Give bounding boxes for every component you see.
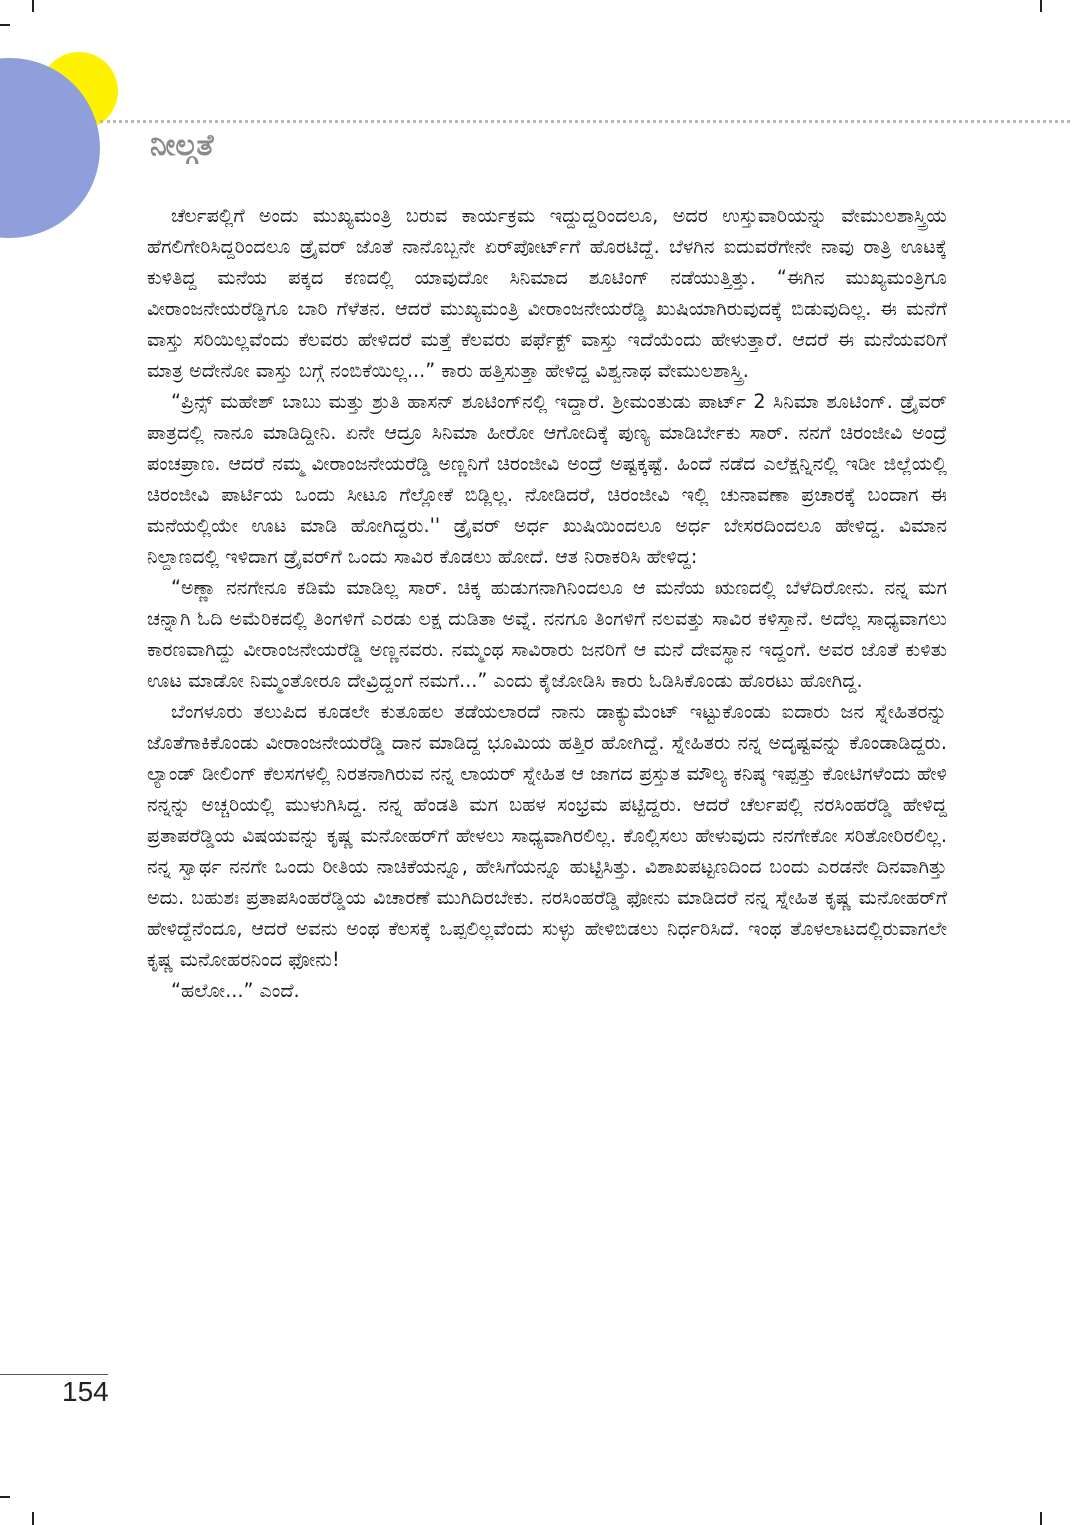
running-title: ನೀಲ್ಗತೆ — [150, 128, 214, 163]
paragraph: “ಪ್ರಿನ್ಸ್ ಮಹೇಶ್ ಬಾಬು ಮತ್ತು ಶ್ರುತಿ ಹಾಸನ್ ಶೂಟಿಂಗ್‌ನಲ್ಲಿ ಇದ್ದಾರೆ. ಶ್ರೀಮಂತುಡು ಪಾರ್ಟ್ 2 ಸಿನಿಮಾ ಶೂಟಿಂಗ್. ಡ್ರೈವರ್ ಪಾತ್ರದಲ್ಲಿ ನಾನೂ ಮಾಡಿದ್ದೀನಿ. ಏನೇ ಆದ್ರೂ ಸಿನಿಮಾ ಹೀರೋ ಆಗೋದಿಕ್ಕೆ ಪುಣ್ಯ ಮಾಡಿರ್ಬೇಕು ಸಾರ್. ನನಗೆ ಚಿರಂಜೀವಿ ಅಂದ್ರೆ ಪಂಚಪ್ರಾಣ. ಆದರೆ ನಮ್ಮ ವೀರಾಂಜನೇಯರೆಡ್ಡಿ ಅಣ್ಣನಿಗೆ ಚಿರಂಜೀವಿ ಅಂದ್ರೆ ಅಷ್ಟಕ್ಕಷ್ಟೆ. ಹಿಂದೆ ನಡೆದ ಎಲೆಕ್ಷನ್ನಿನಲ್ಲಿ ಇಡೀ ಜಿಲ್ಲೆಯಲ್ಲಿ ಚಿರಂಜೀವಿ ಪಾರ್ಟಿಯ ಒಂದು ಸೀಟೂ ಗೆಲ್ಲೋಕೆ ಬಿಡ್ಲಿಲ್ಲ. ನೋಡಿದರೆ, ಚಿರಂಜೀವಿ ಇಲ್ಲಿ ಚುನಾವಣಾ ಪ್ರಚಾರಕ್ಕೆ ಬಂದಾಗ ಈ ಮನೆಯಲ್ಲಿಯೇ ಊಟ ಮಾಡಿ ಹೋಗಿದ್ದರು.'' ಡ್ರೈವರ್ ಅರ್ಧ ಖುಷಿಯಿಂದಲೂ ಅರ್ಧ ಬೇಸರದಿಂದಲೂ ಹೇಳಿದ್ದ. ವಿಮಾನ ನಿಲ್ದಾಣದಲ್ಲಿ ಇಳಿದಾಗ ಡ್ರೈವರ್‌ಗೆ ಒಂದು ಸಾವಿರ ಕೊಡಲು ಹೋದೆ. ಆತ ನಿರಾಕರಿಸಿ ಹೇಳಿದ್ದ: — [147, 390, 947, 568]
crop-mark-bottom-left — [32, 1512, 34, 1525]
body-text — [147, 200, 947, 1006]
page-number: 154 — [62, 1376, 109, 1407]
crop-mark-top-right — [1040, 0, 1042, 12]
page-number-rule — [0, 1374, 108, 1375]
crop-mark-left-top — [0, 24, 10, 26]
paragraph: “ಹಲೋ...” ಎಂದೆ. — [171, 979, 300, 1002]
crop-mark-left-bottom — [0, 1496, 10, 1498]
header-dotted-rule — [100, 120, 1070, 123]
crop-mark-top-left — [32, 0, 34, 12]
paragraph: ಚೆರ್ಲಪಲ್ಲಿಗೆ ಅಂದು ಮುಖ್ಯಮಂತ್ರಿ ಬರುವ ಕಾರ್ಯಕ್ರಮ ಇದ್ದುದ್ದರಿಂದಲೂ, ಅದರ ಉಸ್ತುವಾರಿಯನ್ನು ವೇಮುಲಶಾಸ್ತ್ರಿಯ ಹೆಗಲಿಗೇರಿಸಿದ್ದರಿಂದಲೂ ಡ್ರೈವರ್ ಜೊತೆ ನಾನೊಬ್ಬನೇ ಏರ್‌ಪೋರ್ಟ್‌ಗೆ ಹೊರಟಿದ್ದೆ. ಬೆಳಗಿನ ಐದುವರೆಗೇನೇ ನಾವು ರಾತ್ರಿ ಊಟಕ್ಕೆ ಕುಳಿತಿದ್ದ ಮನೆಯ ಪಕ್ಕದ ಕಣದಲ್ಲಿ ಯಾವುದೋ ಸಿನಿಮಾದ ಶೂಟಿಂಗ್ ನಡೆಯುತ್ತಿತ್ತು. “ಈಗಿನ ಮುಖ್ಯಮಂತ್ರಿಗೂ ವೀರಾಂಜನೇಯರೆಡ್ಡಿಗೂ ಬಾರಿ ಗೆಳೆತನ. ಆದರೆ ಮುಖ್ಯಮಂತ್ರಿ ವೀರಾಂಜನೇಯರೆಡ್ಡಿ ಖುಷಿಯಾಗಿರುವುದಕ್ಕೆ ಬಿಡುವುದಿಲ್ಲ. ಈ ಮನೆಗೆ ವಾಸ್ತು ಸರಿಯಿಲ್ಲವೆಂದು ಕೆಲವರು ಹೇಳಿದರೆ ಮತ್ತೆ ಕೆಲವರು ಪರ್ಫೆಕ್ಟ್ ವಾಸ್ತು ಇದೆಯೆಂದು ಹೇಳುತ್ತಾರೆ. ಆದರೆ ಈ ಮನೆಯವರಿಗೆ ಮಾತ್ರ ಅದೇನೋ ವಾಸ್ತು ಬಗ್ಗೆ ನಂಬಿಕೆಯಿಲ್ಲ...” ಕಾರು ಹತ್ತಿಸುತ್ತಾ ಹೇಳಿದ್ದ ವಿಶ್ವನಾಥ ವೇಮುಲಶಾಸ್ತ್ರಿ. — [147, 204, 947, 382]
paragraph: ಬೆಂಗಳೂರು ತಲುಪಿದ ಕೂಡಲೇ ಕುತೂಹಲ ತಡೆಯಲಾರದೆ ನಾನು ಡಾಕ್ಯುಮೆಂಟ್ ಇಟ್ಟುಕೊಂಡು ಐದಾರು ಜನ ಸ್ನೇಹಿತರನ್ನು ಜೊತೆಗಾಕಿಕೊಂಡು ವೀರಾಂಜನೇಯರೆಡ್ಡಿ ದಾನ ಮಾಡಿದ್ದ ಭೂಮಿಯ ಹತ್ತಿರ ಹೋಗಿದ್ದೆ. ಸ್ನೇಹಿತರು ನನ್ನ ಅದೃಷ್ಟವನ್ನು ಕೊಂಡಾಡಿದ್ದರು. ಲ್ಯಾಂಡ್ ಡೀಲಿಂಗ್ ಕೆಲಸಗಳಲ್ಲಿ ನಿರತನಾಗಿರುವ ನನ್ನ ಲಾಯರ್ ಸ್ನೇಹಿತ ಆ ಜಾಗದ ಪ್ರಸ್ತುತ ಮೌಲ್ಯ ಕನಿಷ್ಠ ಇಪ್ಪತ್ತು ಕೋಟಿಗಳೆಂದು ಹೇಳಿ ನನ್ನನ್ನು ಅಚ್ಚರಿಯಲ್ಲಿ ಮುಳುಗಿಸಿದ್ದ. ನನ್ನ ಹೆಂಡತಿ ಮಗ ಬಹಳ ಸಂಭ್ರಮ ಪಟ್ಟಿದ್ದರು. ಆದರೆ ಚೆರ್ಲಪಲ್ಲಿ ನರಸಿಂಹರೆಡ್ಡಿ ಹೇಳಿದ್ದ ಪ್ರತಾಪರೆಡ್ಡಿಯ ವಿಷಯವನ್ನು ಕೃಷ್ಣ ಮನೋಹರ್‌ಗೆ ಹೇಳಲು ಸಾಧ್ಯವಾಗಿರಲಿಲ್ಲ. ಕೊಲ್ಲಿಸಲು ಹೇಳುವುದು ನನಗೇಕೋ ಸರಿತೋರಿರಲಿಲ್ಲ. ನನ್ನ ಸ್ವಾರ್ಥ ನನಗೇ ಒಂದು ರೀತಿಯ ನಾಚಿಕೆಯನ್ನೂ, ಹೇಸಿಗೆಯನ್ನೂ ಹುಟ್ಟಿಸಿತ್ತು. ವಿಶಾಖಪಟ್ಟಣದಿಂದ ಬಂದು ಎರಡನೇ ದಿನವಾಗಿತ್ತು ಅದು. ಬಹುಶಃ ಪ್ರತಾಪಸಿಂಹರೆಡ್ಡಿಯ ವಿಚಾರಣೆ ಮುಗಿದಿರಬೇಕು. ನರಸಿಂಹರೆಡ್ಡಿ ಫೋನು ಮಾಡಿದರೆ ನನ್ನ ಸ್ನೇಹಿತ ಕೃಷ್ಣ ಮನೋಹರ್‌ಗೆ ಹೇಳಿದ್ದೆನೆಂದೂ, ಆದರೆ ಅವನು ಅಂಥ ಕೆಲಸಕ್ಕೆ ಒಪ್ಪಲಿಲ್ಲವೆಂದು ಸುಳ್ಳು ಹೇಳಿಬಿಡಲು ನಿರ್ಧರಿಸಿದೆ. ಇಂಥ ತೊಳಲಾಟದಲ್ಲಿರುವಾಗಲೇ ಕೃಷ್ಣ ಮನೋಹರನಿಂದ ಫೋನು! — [147, 700, 947, 971]
paragraph: “ಅಣ್ಣಾ ನನಗೇನೂ ಕಡಿಮೆ ಮಾಡಿಲ್ಲ ಸಾರ್. ಚಿಕ್ಕ ಹುಡುಗನಾಗಿನಿಂದಲೂ ಆ ಮನೆಯ ಋಣದಲ್ಲಿ ಬೆಳೆದಿರೋನು. ನನ್ನ ಮಗ ಚನ್ನಾಗಿ ಓದಿ ಅಮೆರಿಕದಲ್ಲಿ ತಿಂಗಳಿಗೆ ಎರಡು ಲಕ್ಷ ದುಡಿತಾ ಅವ್ನೆ. ನನಗೂ ತಿಂಗಳಿಗೆ ನಲವತ್ತು ಸಾವಿರ ಕಳಿಸ್ತಾನೆ. ಅದೆಲ್ಲ ಸಾಧ್ಯವಾಗಲು ಕಾರಣವಾಗಿದ್ದು ವೀರಾಂಜನೇಯರೆಡ್ಡಿ ಅಣ್ಣನವರು. ನಮ್ಮಂಥ ಸಾವಿರಾರು ಜನರಿಗೆ ಆ ಮನೆ ದೇವಸ್ಥಾನ ಇದ್ದಂಗೆ. ಅವರ ಜೊತೆ ಕುಳಿತು ಊಟ ಮಾಡೋ ನಿಮ್ಮಂತೋರೂ ದೇವ್ರಿದ್ದಂಗೆ ನಮಗೆ...” ಎಂದು ಕೈಜೋಡಿಸಿ ಕಾರು ಓಡಿಸಿಕೊಂಡು ಹೊರಟು ಹೋಗಿದ್ದ. — [147, 576, 947, 692]
crop-mark-bottom-right — [1040, 1512, 1042, 1525]
